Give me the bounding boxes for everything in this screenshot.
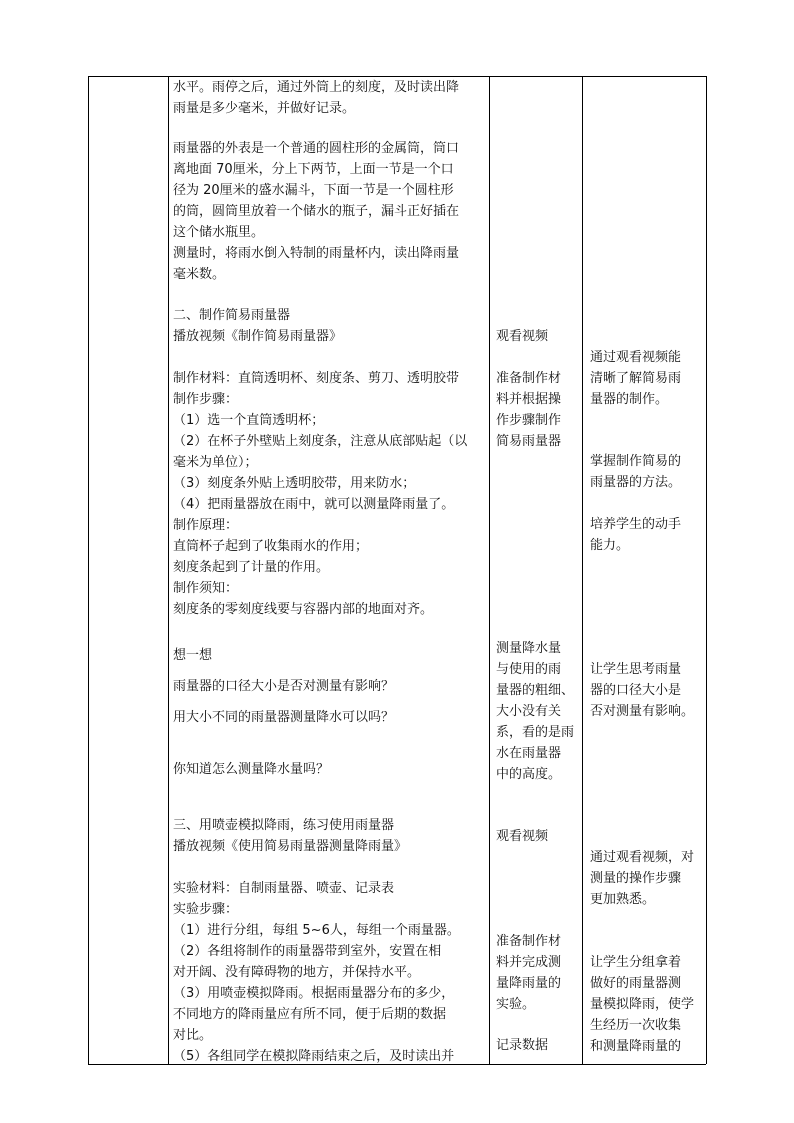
intent-line: 让学生思考雨量 bbox=[590, 662, 682, 677]
table-right-border bbox=[706, 76, 707, 1064]
intent-line: 测量的操作步骤 bbox=[590, 871, 682, 886]
student-line: 与使用的雨 bbox=[496, 662, 562, 677]
content-line: 实验步骤： bbox=[173, 902, 239, 917]
student-line: 量降雨量的 bbox=[496, 976, 562, 991]
content-line: 径为 20厘米的盛水漏斗，下面一节是一个圆柱形 bbox=[173, 183, 454, 198]
content-line: 雨量器的口径大小是否对测量有影响？ bbox=[173, 679, 395, 694]
intent-line: 通过观看视频能 bbox=[590, 350, 682, 365]
intent-line: 量模拟降雨，使学 bbox=[590, 997, 695, 1012]
intent-line: 能力。 bbox=[590, 538, 630, 553]
intent-line: 更加熟悉。 bbox=[590, 892, 656, 907]
table-left-border bbox=[88, 76, 89, 1064]
content-line: 刻度条的零刻度线要与容器内部的地面对齐。 bbox=[173, 602, 434, 617]
intent-line: 让学生分组拿着 bbox=[590, 955, 682, 970]
content-line: 实验材料：自制雨量器、喷壶、记录表 bbox=[173, 881, 395, 896]
section-heading: 三、用喷壶模拟降雨，练习使用雨量器 bbox=[173, 818, 395, 833]
section-heading: 二、制作简易雨量器 bbox=[173, 308, 291, 323]
content-line: 播放视频《制作简易雨量器》 bbox=[173, 329, 343, 344]
content-line: 的筒，圆筒里放着一个储水的瓶子，漏斗正好插在 bbox=[173, 204, 460, 219]
student-line: 料并完成测 bbox=[496, 955, 562, 970]
content-line: 制作原理： bbox=[173, 518, 239, 533]
content-line: 雨量是多少毫米，并做好记录。 bbox=[173, 101, 356, 116]
content-line: 制作须知： bbox=[173, 581, 239, 596]
student-line: 准备制作材 bbox=[496, 371, 562, 386]
student-line: 记录数据 bbox=[496, 1038, 549, 1053]
student-line: 水在雨量器 bbox=[496, 746, 562, 761]
column-divider-1 bbox=[168, 76, 169, 1064]
content-line: 刻度条起到了计量的作用。 bbox=[173, 560, 330, 575]
content-line: （5）各组同学在模拟降雨结束之后，及时读出并 bbox=[173, 1049, 455, 1064]
content-line: 离地面 70厘米，分上下两节，上面一节是一个口 bbox=[173, 162, 454, 177]
intent-line: 掌握制作简易的 bbox=[590, 454, 682, 469]
content-line: （3）刻度条外贴上透明胶带，用来防水； bbox=[173, 476, 416, 491]
content-line: 用大小不同的雨量器测量降水可以吗？ bbox=[173, 710, 395, 725]
intent-line: 生经历一次收集 bbox=[590, 1018, 682, 1033]
content-line: 不同地方的降雨量应有所不同，便于后期的数据 bbox=[173, 1007, 447, 1022]
intent-line: 量器的制作。 bbox=[590, 392, 669, 407]
student-line: 作步骤制作 bbox=[496, 413, 562, 428]
content-line: 对开阔、没有障碍物的地方，并保持水平。 bbox=[173, 965, 421, 980]
student-line: 观看视频 bbox=[496, 829, 549, 844]
student-line: 大小没有关 bbox=[496, 704, 562, 719]
student-line: 料并根据操 bbox=[496, 392, 562, 407]
content-line: 直筒杯子起到了收集雨水的作用； bbox=[173, 539, 369, 554]
content-line: 毫米数。 bbox=[173, 267, 226, 282]
intent-line: 培养学生的动手 bbox=[590, 517, 682, 532]
student-line: 观看视频 bbox=[496, 329, 549, 344]
student-line: 中的高度。 bbox=[496, 767, 562, 782]
student-line: 实验。 bbox=[496, 997, 536, 1012]
student-line: 系，看的是雨 bbox=[496, 725, 575, 740]
section-heading: 想一想 bbox=[173, 648, 213, 663]
content-line: 制作材料：直筒透明杯、刻度条、剪刀、透明胶带 bbox=[173, 371, 460, 386]
content-line: 测量时，将雨水倒入特制的雨量杯内，读出降雨量 bbox=[173, 246, 460, 261]
student-line: 准备制作材 bbox=[496, 934, 562, 949]
content-line: （4）把雨量器放在雨中，就可以测量降雨量了。 bbox=[173, 497, 455, 512]
content-line: （1）进行分组，每组 5~6人，每组一个雨量器。 bbox=[173, 923, 460, 938]
intent-line: 否对测量有影响。 bbox=[590, 704, 695, 719]
content-line: （3）用喷壶模拟降雨。根据雨量器分布的多少， bbox=[173, 986, 455, 1001]
student-line: 量器的粗细、 bbox=[496, 683, 575, 698]
intent-line: 器的口径大小是 bbox=[590, 683, 682, 698]
content-line: 这个储水瓶里。 bbox=[173, 225, 265, 240]
content-line: （1）选一个直筒透明杯； bbox=[173, 413, 325, 428]
intent-line: 雨量器的方法。 bbox=[590, 475, 682, 490]
student-line: 简易雨量器 bbox=[496, 434, 562, 449]
content-line: 水平。雨停之后，通过外筒上的刻度，及时读出降 bbox=[173, 80, 460, 95]
content-line: 雨量器的外表是一个普通的圆柱形的金属筒，筒口 bbox=[173, 141, 460, 156]
content-line: （2）各组将制作的雨量器带到室外，安置在相 bbox=[173, 944, 442, 959]
column-divider-3 bbox=[582, 76, 583, 1064]
content-line: 播放视频《使用简易雨量器测量降雨量》 bbox=[173, 839, 408, 854]
intent-line: 清晰了解简易雨 bbox=[590, 371, 682, 386]
content-line: 制作步骤： bbox=[173, 392, 239, 407]
content-line: 对比。 bbox=[173, 1028, 213, 1043]
content-line: 你知道怎么测量降水量吗？ bbox=[173, 762, 330, 777]
intent-line: 和测量降雨量的 bbox=[590, 1039, 682, 1054]
intent-line: 做好的雨量器测 bbox=[590, 976, 682, 991]
column-divider-2 bbox=[489, 76, 490, 1064]
student-line: 测量降水量 bbox=[496, 641, 562, 656]
intent-line: 通过观看视频，对 bbox=[590, 850, 695, 865]
content-line: （2）在杯子外壁贴上刻度条，注意从底部贴起（以 bbox=[173, 434, 468, 449]
content-line: 毫米为单位）； bbox=[173, 455, 258, 470]
